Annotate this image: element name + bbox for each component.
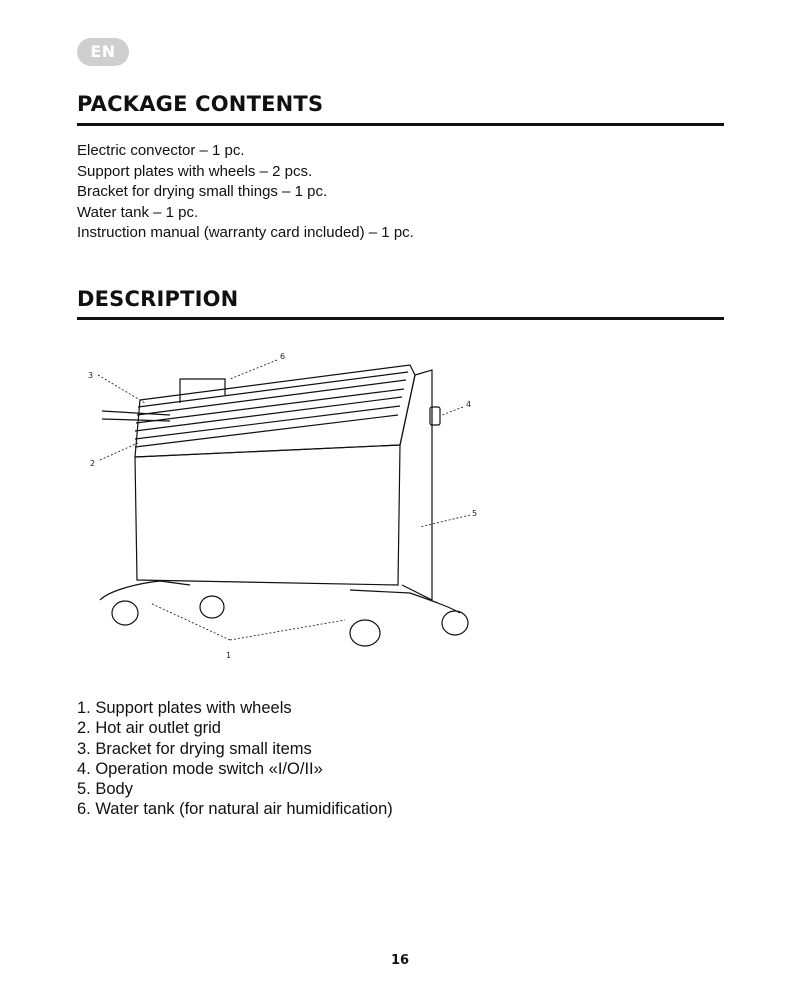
- package-item: Support plates with wheels – 2 pcs.: [77, 162, 313, 180]
- description-divider: [77, 317, 724, 320]
- callout-4: 4: [466, 400, 472, 409]
- support-plates: [100, 581, 460, 613]
- callout-3: 3: [88, 371, 94, 380]
- legend-item: 1. Support plates with wheels: [77, 699, 292, 717]
- callout-2: 2: [90, 459, 96, 468]
- legend-item: 6. Water tank (for natural air humidification): [77, 800, 393, 819]
- description-legend: [77, 698, 393, 820]
- language-badge: EN: [77, 38, 129, 66]
- legend-item: 4. Operation mode switch «I/O/II»: [77, 759, 323, 778]
- package-contents-list: [77, 141, 414, 244]
- body-outline: [135, 445, 400, 585]
- legend-item: 2. Hot air outlet grid: [77, 719, 221, 738]
- outlet-grid-frame: [135, 365, 415, 457]
- water-tank-outline: [180, 379, 225, 403]
- package-item: Bracket for drying small things – 1 pc.: [77, 183, 328, 200]
- package-contents-divider: [77, 123, 724, 126]
- package-item: Water tank – 1 pc.: [77, 203, 199, 221]
- convector-drawing: [80, 345, 500, 665]
- callout-1: 1: [226, 651, 232, 660]
- legend-item: 5. Body: [77, 780, 133, 799]
- callout-6: 6: [280, 352, 286, 361]
- description-heading: DESCRIPTION: [77, 287, 239, 311]
- package-contents-heading: PACKAGE CONTENTS: [77, 92, 324, 116]
- legend-item: 3. Bracket for drying small items: [77, 739, 312, 758]
- package-item: Electric convector – 1 pc.: [77, 142, 245, 159]
- convector-illustration: [80, 345, 500, 665]
- page-number: 16: [390, 953, 410, 968]
- package-item: Instruction manual (warranty card included) – 1 pc.: [77, 224, 414, 241]
- callout-5: 5: [472, 509, 478, 518]
